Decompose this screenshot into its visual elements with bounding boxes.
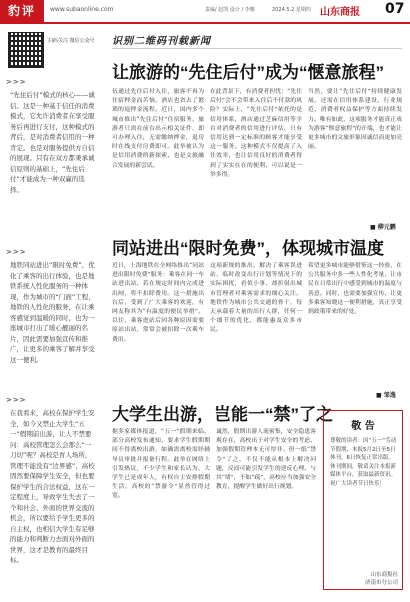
qr-banner: 识别二维码刊载新闻 xyxy=(112,36,211,47)
notice-org: 山东商报社 济南市分公司 xyxy=(364,572,398,586)
article-3-headline: 大学生出游，岂能一“禁”了之 xyxy=(112,405,333,424)
article-2-col-1: 近日，上海地铁在全网络推出“同站进出限时免费”服务：乘客在同一车站进出站，若在规定时间内完成进出闸，将不扣除费用。这一措施出台后，受到了广大乘客的欢迎，有网友称其为“有温度的便民举措”。以往，乘客进站后因各种原因需要原站出站，常常会被扣除一次乘车费用。 xyxy=(112,263,204,343)
article-1-headline: 让旅游的“先住后付”成为“惬意旅程” xyxy=(112,63,384,82)
banner-divider xyxy=(112,48,402,49)
article-1-col-2: 在此背景下，有消费者担忧：“先住后付”会不会带来入住后不付款的风险？实际上，“先住后付”依托的是信用体系，酒店通过芝麻信用等平台对消费者的信用进行评估，只有信用达到一定标准的顾客才能享受这一服务。这种模式不仅提高了入住效率，也让信用良好的消费者得到了实实在在的便利，可以说是一举多得。 xyxy=(210,89,302,178)
editors-line: 责编/ 赵凯 设计 / 李娜 xyxy=(205,7,255,13)
sidebar xyxy=(0,24,104,602)
page-number: 07 xyxy=(385,1,405,17)
issue-date: 2024.5.2 星期四 xyxy=(272,7,311,13)
notice-body: 尊敬的读者：因“五一”劳动节假期，本报5月2日至5日休刊，6日恢复正常出版。休刊期间，敬请关注本报新媒体平台，获取最新资讯。祝广大读者节日快乐！ xyxy=(330,438,397,487)
qr-code-icon xyxy=(8,32,44,68)
article-2-col-2: 这项新规的推出，解决了乘客误进站、临时改变出行计划等情况下的实际困扰，看似小事，却折射出城市管理者对乘客需求的细心关注。地铁作为城市公共交通的骨干，每天承载着大量的出行人群，任何一个细节的优化，都能惠及众多市民。 xyxy=(210,263,302,334)
article-2-col-3: 希望更多城市能够借鉴这一经验，在公共服务中多一些人性化考量，让市民在日常出行中感受到城市的温度与善意。同时，也需要加强宣传，让更多乘客知晓这一便利措施，真正享受到政策带来的好处。 xyxy=(308,263,402,316)
arrow-marker: >>> xyxy=(6,396,27,404)
arrow-marker: >>> xyxy=(6,248,27,256)
article-1-col-3: 当然，要让“先住后付”持续健康发展，还需在信用体系建设、行业规范、消费者权益保护等方面持续发力。唯有如此，这项服务才能真正成为游客“惬意旅程”的开端，也才能让更多城市的文旅形象因诚信而更加亮丽。 xyxy=(308,89,402,151)
section-label: 豹评 xyxy=(7,4,36,18)
sidebar-blurb-2: 地铁同站进出“限时免费”，优化了乘客的出行体验，也是地铁系统人性化服务的一种体现，作为城市的“门面”工程，地铁的人性化的服务，在让乘客感觉到温暖的同时，也为一座城市打出了暖心靓丽的名片，因此需要加强宣传和推广，让更多的乘客了解并享受这一便利。 xyxy=(10,261,95,364)
arrow-marker: >>> xyxy=(6,78,27,86)
article-3-col-1: 据多家媒体报道，“五一”假期来临，部分高校发布通知，要求学生假期期间不得离校出游，如确需离校需经辅导员审批并报备行程。此举在网络上引发热议，不少学生和家长认为，大学生已是成年人，有权自主安排假期生活，高校的“禁游令”显然管得过宽。 xyxy=(112,429,210,500)
sidebar-blurb-1: “先住后付”模式的核心——诚信。这是一种基于信任的消费模式，它允许消费者在享受服务后再进行支付，这种模式的背后，是对消费者信用的一种肯定。也是对服务提供方自信的展现。只有在双方都秉承诚信原则的基础上，“先住后付”才能成为一种双赢的选择。 xyxy=(10,91,95,194)
article-1-col-1: 伍通过先住后付入住，旅客不再为住宿押金而苦恼，酒店也省去了繁琐的退押金流程。近日，国内多个城市推出“先住后付”住宿服务，旅游者只需在前台出示相关证件，即可办理入住，无需缴纳押金，退房时在线支付房费即可。此举被认为是信用消费的新探索，也是文旅融合发展的新尝试。 xyxy=(112,89,204,169)
article-3-col-2: 诚然，假期出游人流密集，安全隐患客观存在，高校出于对学生安全的考虑，加强假期管理本无可厚非。但一纸“禁令”了之，不仅不能从根本上解决问题，反而可能引发学生的逆反心理。与其“堵”，不如“疏”，高校应当加强安全教育，提醒学生做好出行规划。 xyxy=(216,429,316,491)
article-2-headline: 同站进出“限时免费”，体现城市温度 xyxy=(112,239,384,258)
qr-caption: 扫码关注 微信公众号 xyxy=(48,38,95,44)
article-1-byline: ■ 柳元鹏 xyxy=(370,224,396,231)
notice-title: 敬 告 xyxy=(351,421,375,432)
paper-brand: 山东商报 xyxy=(320,7,360,18)
site-url: www.subaonline.com xyxy=(50,6,114,13)
page-header xyxy=(0,0,410,22)
section-tag xyxy=(0,0,44,22)
sidebar-blurb-3: 在我看来，高校在保护学生安全，如今又禁止大学生“五一”假期前出游，让人不禁要问：高校管理怎么会那么“一刀切”呢？高校是育人场所，管理不能没有“边界感”，高校固然要保障学生安全，但也要保护学生的合法权益，这在一定程度上，导致学生失去了一个和社会、外面的世界交流的机会，所以要给予学生更多的自主权，也相信大学生有足够的能力和判断力去面对外面的世界，这才是教育的最终目标。 xyxy=(10,409,95,564)
notice-box xyxy=(323,410,403,590)
article-2-byline: ■ 邹逸 xyxy=(376,392,396,399)
